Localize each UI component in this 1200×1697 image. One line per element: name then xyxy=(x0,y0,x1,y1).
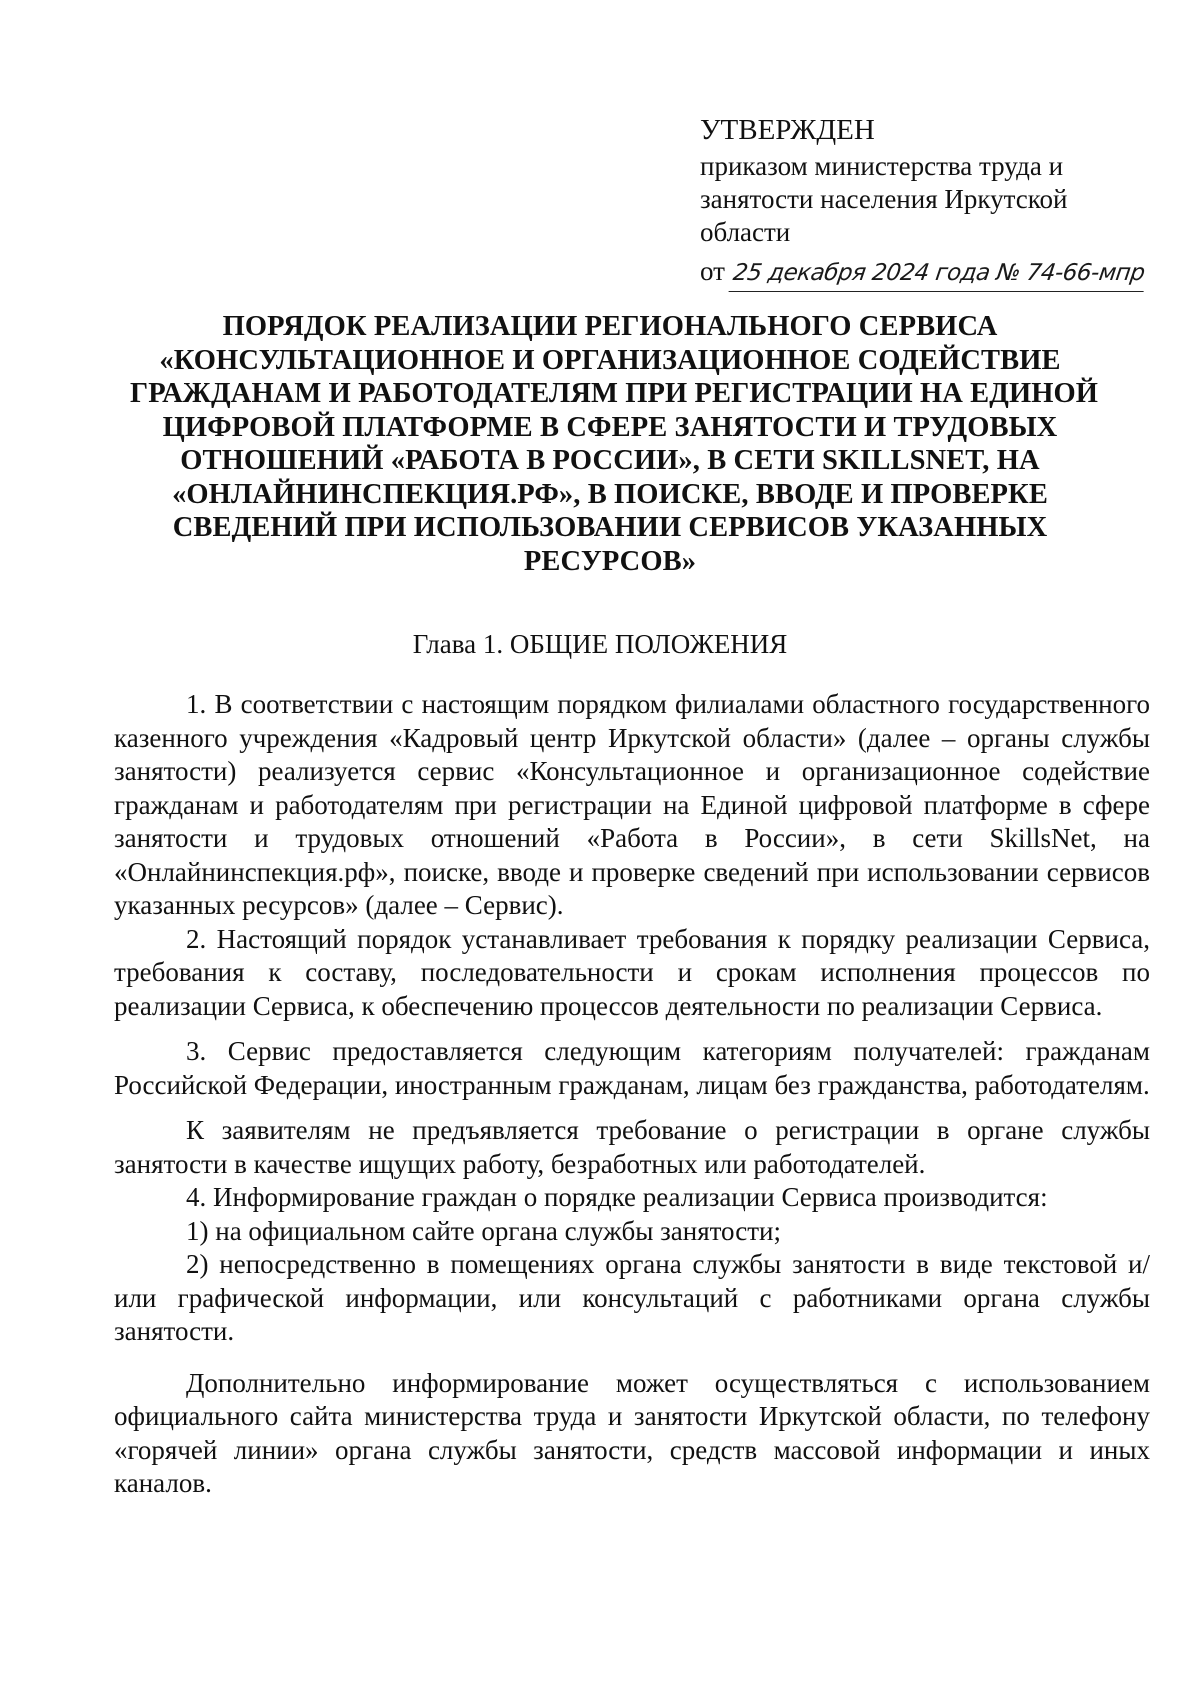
paragraph-3: 3. Сервис предоставляется следующим категориям получателей: гражданам Российской Федерации, иностранным гражданам, лицам без гражданства, работодателям. xyxy=(114,1036,1150,1100)
approval-date-line xyxy=(700,255,1147,292)
chapter-heading: Глава 1. ОБЩИЕ ПОЛОЖЕНИЯ xyxy=(412,629,788,659)
approval-line: приказом министерства труда и xyxy=(700,151,1064,181)
title-line: ОТНОШЕНИЙ «РАБОТА В РОССИИ», В СЕТИ SKILLSNET, НА xyxy=(180,445,1040,476)
title-line: ГРАЖДАНАМ И РАБОТОДАТЕЛЯМ ПРИ РЕГИСТРАЦИИ НА ЕДИНОЙ xyxy=(130,378,1099,409)
title-line: РЕСУРСОВ» xyxy=(523,545,697,577)
title-line: «ОНЛАЙНИНСПЕКЦИЯ.РФ», В ПОИСКЕ, ВВОДЕ И ПРОВЕРКЕ xyxy=(172,478,1048,510)
title-line: СВЕДЕНИЙ ПРИ ИСПОЛЬЗОВАНИИ СЕРВИСОВ УКАЗАННЫХ xyxy=(172,512,1048,543)
paragraph-applicants: К заявителям не предъявляется требование о регистрации в органе службы занятости в качестве ищущих работу, безработных или работодателей. xyxy=(114,1115,1150,1179)
approval-date-handwritten: 25 декабря 2024 года № 74-66-мпр xyxy=(728,257,1148,292)
paragraph-2: 2. Настоящий порядок устанавливает требования к порядку реализации Сервиса, требования к составу, последовательности и срокам исполнения процессов по реализации Сервиса, к обеспечению процессов деятельности по реализации Сервиса. xyxy=(114,923,1150,1021)
document-title xyxy=(130,310,1099,578)
approval-line: области xyxy=(700,217,791,247)
paragraph-1: 1. В соответствии с настоящим порядком филиалами областного государственного казенного учреждения «Кадровый центр Иркутской области» (далее – органы службы занятости) реализуется сервис «Консультационное и организационное содействие гражданам и работодателям при регистрации на Единой цифровой платформе в сфере занятости и трудовых отношений «Работа в России», в сети SkillsNet, на «Онлайнинспекция.рф», поиске, вводе и проверке сведений при использовании сервисов указанных ресурсов» (далее – Сервис). xyxy=(114,689,1150,920)
paragraph-4: 4. Информирование граждан о порядке реализации Сервиса производится: xyxy=(186,1182,1048,1212)
title-line: ПОРЯДОК РЕАЛИЗАЦИИ РЕГИОНАЛЬНОГО СЕРВИСА xyxy=(222,311,998,342)
title-line: ЦИФРОВОЙ ПЛАТФОРМЕ В СФЕРЕ ЗАНЯТОСТИ И ТРУДОВЫХ xyxy=(162,411,1058,443)
title-line: «КОНСУЛЬТАЦИОННОЕ И ОРГАНИЗАЦИОННОЕ СОДЕЙСТВИЕ xyxy=(159,344,1061,376)
approval-line: занятости населения Иркутской xyxy=(700,184,1068,214)
paragraph-4-item-2: 2) непосредственно в помещениях органа службы занятости в виде текстовой и/или графической информации, или консультаций с работниками органа службы занятости. xyxy=(114,1249,1150,1346)
approval-stamp-block xyxy=(700,112,1147,292)
paragraph-4-item-1: 1) на официальном сайте органа службы занятости; xyxy=(186,1215,781,1246)
approval-date-prefix: от xyxy=(700,256,725,286)
approval-heading: УТВЕРЖДЕН xyxy=(700,114,875,146)
paragraph-additional: Дополнительно информирование может осуществляться с использованием официального сайта министерства труда и занятости Иркутской области, по телефону «горячей линии» органа службы занятости, средств массовой информации и иных каналов. xyxy=(114,1367,1150,1498)
document-body xyxy=(114,688,1150,1501)
